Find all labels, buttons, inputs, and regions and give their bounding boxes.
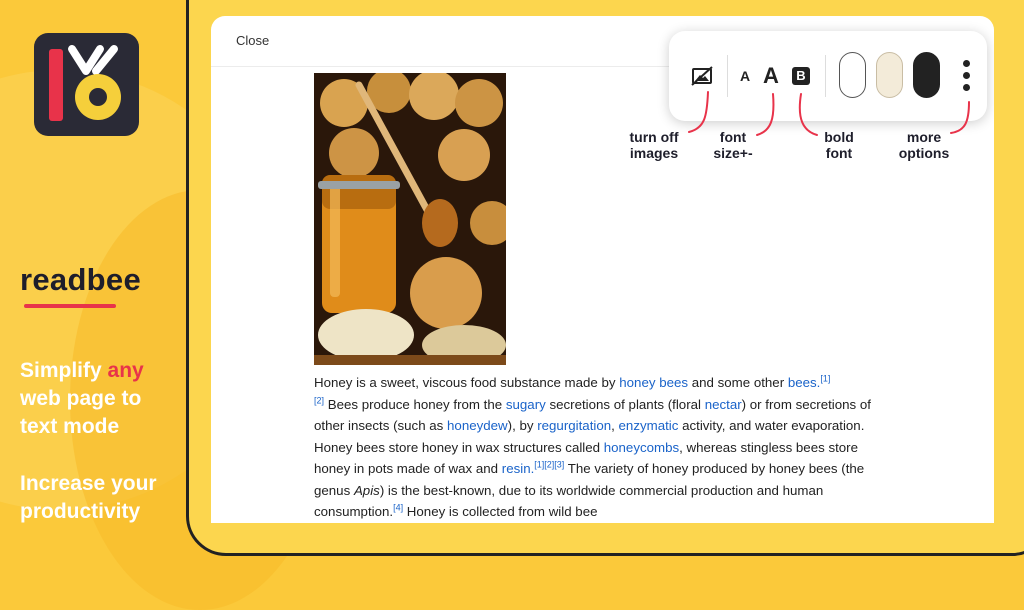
brand-underline (24, 304, 116, 308)
link-regurgitation[interactable]: regurgitation (537, 418, 612, 433)
citation[interactable]: [4] (393, 502, 404, 513)
tagline-simplify: Simplify any web page to text mode (20, 359, 144, 438)
annotation-bold-font: bold font (824, 129, 854, 161)
annotation-more-options: more options (898, 129, 950, 161)
annotation-turn-off-images: turn off images (629, 129, 679, 161)
link-honeydew[interactable]: honeydew (447, 418, 508, 433)
link-enzymatic[interactable]: enzymatic (618, 418, 679, 433)
annotation-font-size: font size+- (713, 129, 753, 161)
tagline-productivity: Increase your productivity (20, 472, 157, 523)
link-sugary[interactable]: sugary (505, 396, 546, 412)
link-nectar[interactable]: nectar (704, 396, 742, 412)
reader-screen (211, 16, 994, 523)
font-decrease-button[interactable]: A (739, 68, 751, 84)
font-increase-button[interactable]: A (763, 63, 779, 88)
link-bees[interactable]: bees. (787, 375, 821, 390)
close-button[interactable]: Close (236, 33, 270, 48)
citation[interactable]: [1] (820, 373, 831, 384)
link-honey-bees[interactable]: honey bees (619, 375, 689, 390)
bold-icon: B (792, 67, 810, 85)
brand-name: readbee (20, 262, 141, 297)
link-honeycombs[interactable]: honeycombs (603, 439, 680, 455)
link-resin[interactable]: resin. (501, 461, 535, 476)
readbee-logo (34, 33, 139, 136)
citation[interactable]: [2] (314, 395, 325, 406)
annotation-connectors (211, 16, 994, 176)
article-body: Honey is a sweet, viscous food substance made by honey bees and some other bees.[1] [2] Bees produce honey from the sugary secretions of plants (floral nectar) or from secretions of other insects (such as honeydew), by regurgitation, enzymatic activity, and water evaporation. Honey bees store honey in wax structures called honeycombs, whereas stingless bees store honey in pots made of wax and resin.[1][2][3] The variety of honey produced by honey bees (the genus Apis) is the best-known, due to its worldwide commercial production and human consumption.[4] Honey is collected from wild bee (314, 373, 871, 519)
citation[interactable]: [1][2][3] (534, 459, 565, 470)
